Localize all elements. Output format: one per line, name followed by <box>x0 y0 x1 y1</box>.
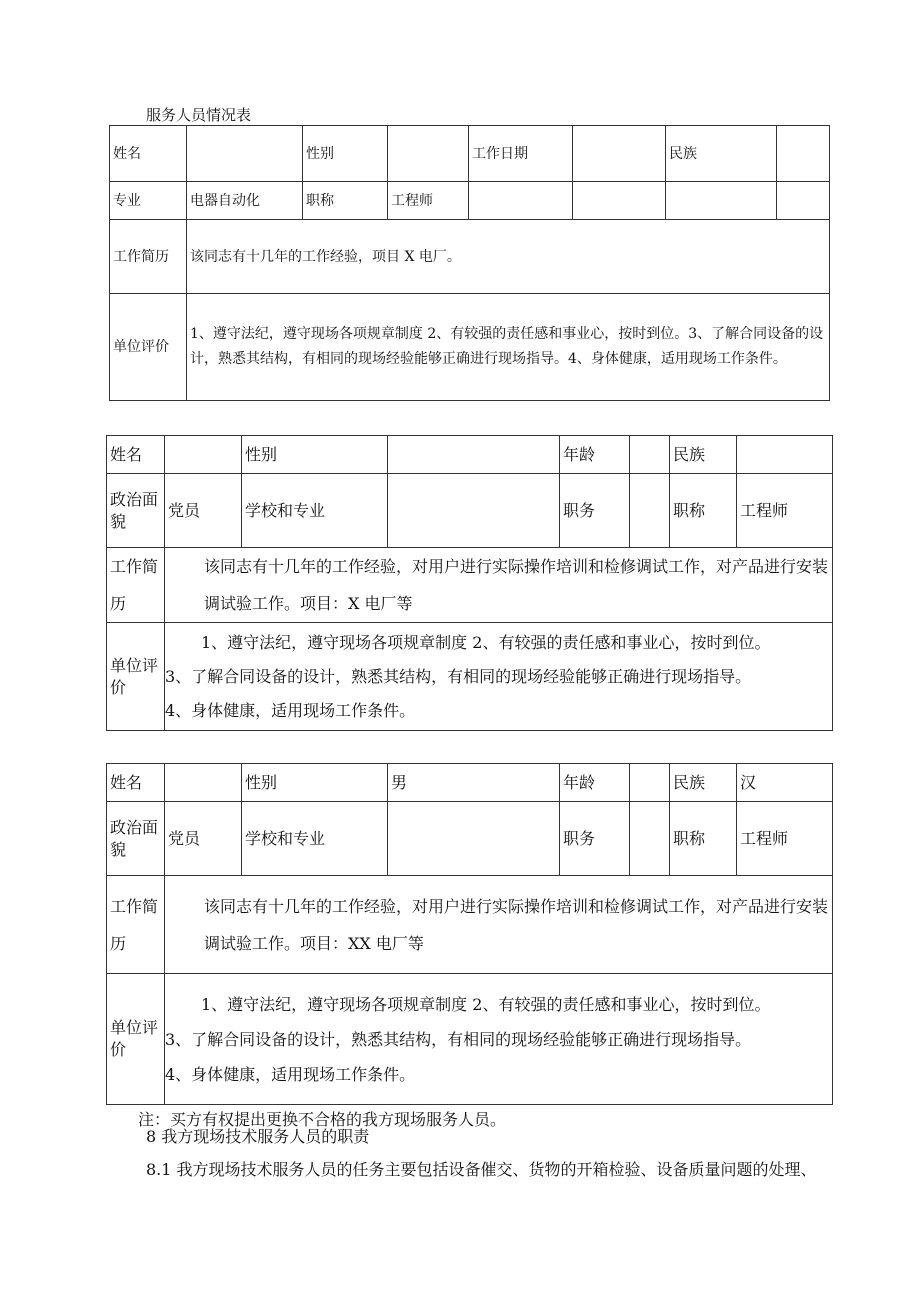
table-cell <box>630 764 670 802</box>
table-cell: 民族 <box>666 126 777 182</box>
eval-line: 4、身体健康，适用现场工作条件。 <box>165 700 416 720</box>
table-cell <box>388 802 560 876</box>
table-cell: 工程师 <box>737 802 833 876</box>
table-cell <box>165 436 242 474</box>
eval-label: 单位评价 <box>110 294 187 401</box>
eval-text <box>165 974 833 1105</box>
table-cell: 工作日期 <box>469 126 573 182</box>
eval-line: 3、了解合同设备的设计，熟悉其结构，有相同的现场经验能够正确进行现场指导。 <box>165 1029 752 1049</box>
table-cell: 电器自动化 <box>187 182 303 220</box>
table-cell <box>777 126 830 182</box>
table-cell <box>388 474 560 548</box>
table-cell: 职称 <box>303 182 388 220</box>
table-cell <box>187 126 303 182</box>
eval-line: 1、遵守法纪，遵守现场各项规章制度 2、有较强的责任感和事业心，按时到位。 <box>201 994 771 1014</box>
resume-label: 工作简历 <box>107 876 165 974</box>
table-cell: 学校和专业 <box>242 474 388 548</box>
table-cell: 党员 <box>165 474 242 548</box>
table-cell: 工程师 <box>388 182 469 220</box>
table-cell <box>737 436 833 474</box>
table-cell <box>630 474 670 548</box>
table-cell: 职务 <box>560 474 630 548</box>
resume-text-body: 该同志有十几年的工作经验，对用户进行实际操作培训和检修调试工作，对产品进行安装调试验工作。项目：XX 电厂等 <box>204 896 829 953</box>
eval-label: 单位评价 <box>107 623 165 731</box>
staff-table-1 <box>109 125 830 401</box>
table-cell: 民族 <box>670 436 737 474</box>
table-cell: 职务 <box>560 802 630 876</box>
resume-text: 该同志有十几年的工作经验，项目 X 电厂。 <box>187 220 830 294</box>
table-cell: 年龄 <box>560 436 630 474</box>
table-cell: 性别 <box>242 436 388 474</box>
table-cell: 年龄 <box>560 764 630 802</box>
eval-label: 单位评价 <box>107 974 165 1105</box>
table-cell <box>630 436 670 474</box>
table-cell: 专业 <box>110 182 187 220</box>
table-cell <box>777 182 830 220</box>
resume-text <box>165 548 833 623</box>
staff-table-3 <box>106 763 833 1105</box>
table-cell <box>573 182 666 220</box>
table-cell: 民族 <box>670 764 737 802</box>
eval-line: 1、遵守法纪，遵守现场各项规章制度 2、有较强的责任感和事业心，按时到位。 <box>201 632 771 652</box>
table-cell <box>388 126 469 182</box>
table-cell <box>630 802 670 876</box>
note-text: 注：买方有权提出更换不合格的我方现场服务人员。 <box>138 1110 507 1129</box>
eval-line: 3、了解合同设备的设计，熟悉其结构，有相同的现场经验能够正确进行现场指导。 <box>165 666 752 686</box>
eval-text <box>165 623 833 731</box>
section-paragraph: 8.1 我方现场技术服务人员的任务主要包括设备催交、货物的开箱检验、设备质量问题的处理、 <box>146 1160 817 1179</box>
table-cell <box>666 182 777 220</box>
table-cell: 性别 <box>242 764 388 802</box>
table-cell: 政治面貌 <box>107 474 165 548</box>
table-cell: 性别 <box>303 126 388 182</box>
table-cell: 姓名 <box>107 436 165 474</box>
table-cell: 学校和专业 <box>242 802 388 876</box>
table-cell: 职称 <box>670 474 737 548</box>
eval-text: 1、遵守法纪，遵守现场各项规章制度 2、有较强的责任感和事业心，按时到位。3、了解合同设备的设计，熟悉其结构，有相同的现场经验能够正确进行现场指导。4、身体健康，适用现场工作条件。 <box>187 294 830 401</box>
resume-text-body: 该同志有十几年的工作经验，对用户进行实际操作培训和检修调试工作，对产品进行安装调试验工作。项目：X 电厂等 <box>204 557 829 613</box>
section-heading: 8 我方现场技术服务人员的职责 <box>146 1127 370 1146</box>
resume-text <box>165 876 833 974</box>
table-cell: 姓名 <box>110 126 187 182</box>
eval-line: 4、身体健康，适用现场工作条件。 <box>165 1064 416 1084</box>
table-cell <box>165 764 242 802</box>
table-cell: 政治面貌 <box>107 802 165 876</box>
table-cell: 汉 <box>737 764 833 802</box>
table-title: 服务人员情况表 <box>146 106 252 124</box>
table-cell <box>469 182 573 220</box>
table-cell: 职称 <box>670 802 737 876</box>
resume-label: 工作简历 <box>107 548 165 623</box>
table-cell <box>573 126 666 182</box>
table-cell: 姓名 <box>107 764 165 802</box>
table-cell: 工程师 <box>737 474 833 548</box>
staff-table-2 <box>106 435 833 731</box>
table-cell: 男 <box>388 764 560 802</box>
table-cell: 党员 <box>165 802 242 876</box>
resume-label: 工作简历 <box>110 220 187 294</box>
table-cell <box>388 436 560 474</box>
